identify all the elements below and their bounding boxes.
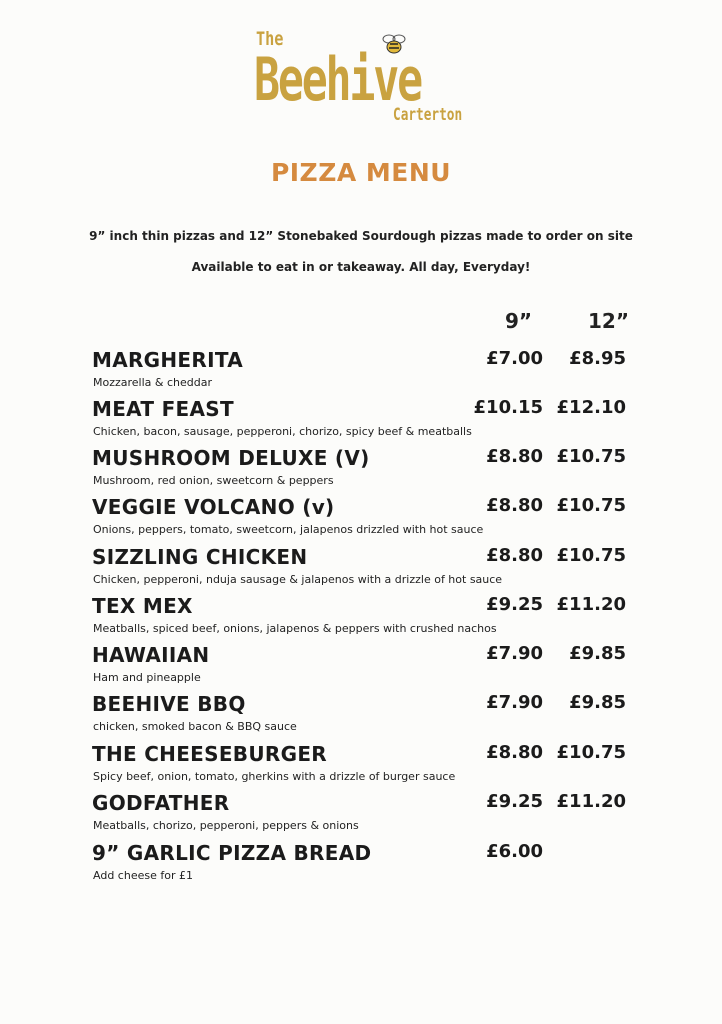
item-price-12: £12.10 bbox=[556, 397, 626, 418]
item-description: chicken, smoked bacon & BBQ sauce bbox=[93, 720, 297, 733]
beehive-logo bbox=[250, 28, 470, 132]
size-header-12: 12” bbox=[588, 309, 629, 333]
item-description: Chicken, bacon, sausage, pepperoni, chorizo, spicy beef & meatballs bbox=[93, 425, 472, 438]
item-price-12: £9.85 bbox=[569, 692, 626, 713]
item-description: Meatballs, spiced beef, onions, jalapenos & peppers with crushed nachos bbox=[93, 622, 497, 635]
item-name: SIZZLING CHICKEN bbox=[92, 545, 308, 569]
item-price-12: £10.75 bbox=[556, 742, 626, 763]
item-price-12: £9.85 bbox=[569, 643, 626, 664]
item-price-12: £11.20 bbox=[556, 594, 626, 615]
item-price-9: £7.90 bbox=[486, 643, 543, 664]
item-price-9: £7.00 bbox=[486, 348, 543, 369]
item-price-9: £9.25 bbox=[486, 791, 543, 812]
item-description: Onions, peppers, tomato, sweetcorn, jalapenos drizzled with hot sauce bbox=[93, 523, 484, 536]
menu-item bbox=[92, 791, 632, 841]
item-name: 9” GARLIC PIZZA BREAD bbox=[92, 841, 372, 865]
item-name: GODFATHER bbox=[92, 791, 230, 815]
item-description: Chicken, pepperoni, nduja sausage & jalapenos with a drizzle of hot sauce bbox=[93, 573, 503, 586]
item-price-9: £7.90 bbox=[486, 692, 543, 713]
item-name: BEEHIVE BBQ bbox=[92, 692, 246, 716]
logo-the: The bbox=[256, 28, 284, 50]
item-price-9: £6.00 bbox=[486, 841, 543, 862]
intro-line-1: 9” inch thin pizzas and 12” Stonebaked Sourdough pizzas made to order on site bbox=[89, 229, 633, 243]
item-description: Add cheese for £1 bbox=[93, 869, 193, 882]
logo-name: Beehive bbox=[254, 45, 421, 115]
item-name: MARGHERITA bbox=[92, 348, 244, 372]
menu-item bbox=[92, 841, 632, 891]
item-name: MUSHROOM DELUXE (V) bbox=[92, 446, 370, 470]
size-header-9: 9” bbox=[505, 309, 533, 333]
menu-item bbox=[92, 348, 632, 398]
item-price-9: £8.80 bbox=[486, 495, 543, 516]
menu-item bbox=[92, 446, 632, 496]
item-description: Mushroom, red onion, sweetcorn & peppers bbox=[93, 474, 334, 487]
item-name: VEGGIE VOLCANO (v) bbox=[92, 495, 335, 519]
item-price-9: £8.80 bbox=[486, 545, 543, 566]
menu-item bbox=[92, 545, 632, 595]
item-name: HAWAIIAN bbox=[92, 643, 210, 667]
item-price-9: £8.80 bbox=[486, 446, 543, 467]
item-price-12: £10.75 bbox=[556, 545, 626, 566]
intro-line-2: Available to eat in or takeaway. All day, Everyday! bbox=[191, 260, 531, 274]
item-price-9: £10.15 bbox=[473, 397, 543, 418]
menu-item bbox=[92, 643, 632, 693]
item-description: Ham and pineapple bbox=[93, 671, 201, 684]
item-price-9: £9.25 bbox=[486, 594, 543, 615]
item-price-12: £10.75 bbox=[556, 446, 626, 467]
item-price-12: £10.75 bbox=[556, 495, 626, 516]
item-price-12: £8.95 bbox=[569, 348, 626, 369]
logo-town: Carterton bbox=[392, 105, 462, 125]
menu-item bbox=[92, 594, 632, 644]
item-name: THE CHEESEBURGER bbox=[92, 742, 327, 766]
item-description: Mozzarella & cheddar bbox=[93, 376, 212, 389]
item-description: Meatballs, chorizo, pepperoni, peppers & onions bbox=[93, 819, 359, 832]
item-name: TEX MEX bbox=[92, 594, 193, 618]
menu-item bbox=[92, 692, 632, 742]
menu-item bbox=[92, 397, 632, 447]
menu-item bbox=[92, 495, 632, 545]
menu-title: PIZZA MENU bbox=[270, 158, 452, 187]
item-description: Spicy beef, onion, tomato, gherkins with a drizzle of burger sauce bbox=[93, 770, 456, 783]
item-price-9: £8.80 bbox=[486, 742, 543, 763]
menu-item bbox=[92, 742, 632, 792]
item-price-12: £11.20 bbox=[556, 791, 626, 812]
item-name: MEAT FEAST bbox=[92, 397, 234, 421]
